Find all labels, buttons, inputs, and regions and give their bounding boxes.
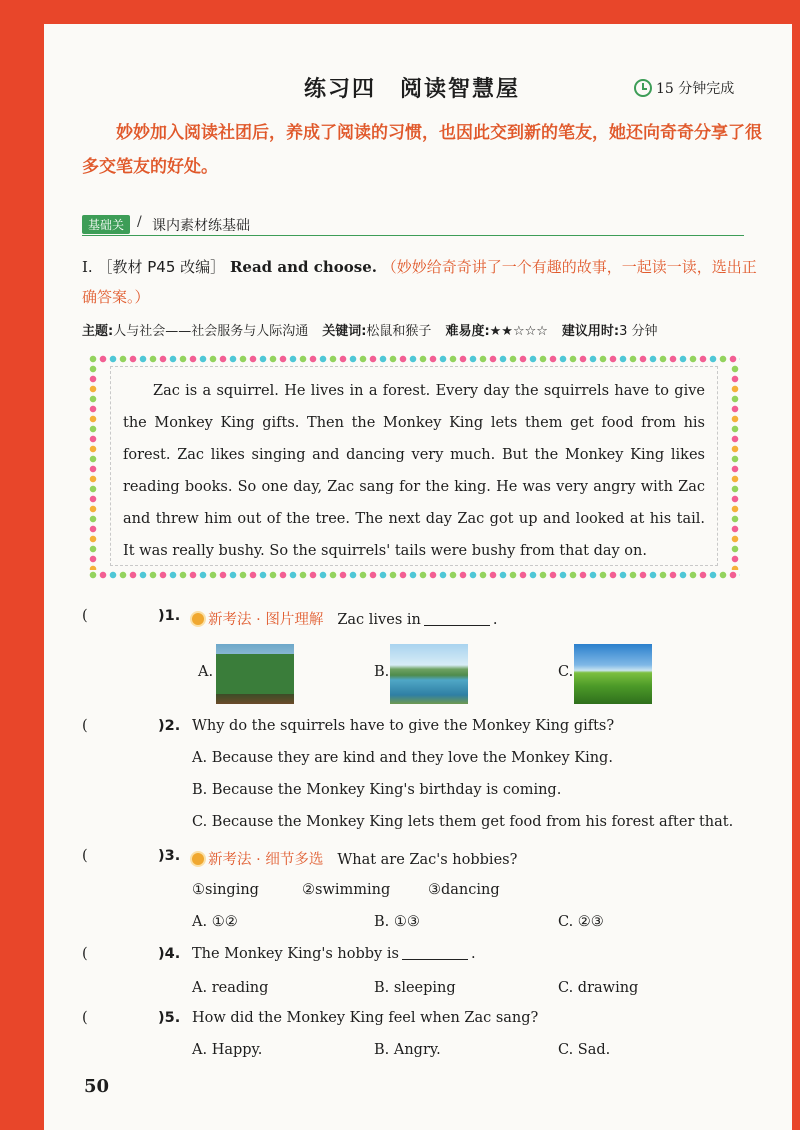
choice-2: ②swimming	[302, 882, 391, 898]
question-number: )5.	[158, 1010, 181, 1026]
choice-1: ①singing	[192, 882, 259, 898]
dot-border-top	[88, 354, 740, 364]
meta-time: 建议用时:3 分钟	[561, 324, 658, 339]
question-text: 新考法 · 细节多选 What are Zac's hobbies?	[192, 848, 517, 869]
dot-border-right	[730, 364, 740, 570]
question-number: )2.	[158, 718, 181, 734]
source-ref: ［教材 P45 改编］	[97, 258, 226, 276]
question-number: )4.	[158, 946, 181, 962]
question-1	[82, 608, 762, 708]
question-3	[82, 848, 762, 938]
option-b[interactable]: B. ①③	[374, 914, 420, 930]
instruction-note: （妙妙给奇奇讲了一个有趣的故事，一起读一读，选出正确答案。）	[82, 258, 757, 306]
lightbulb-icon	[192, 613, 204, 625]
story-text: Zac is a squirrel. He lives in a forest. Every day the squirrels have to give the Monkey King gifts. Then the Monkey King lets them get food from his forest. Zac likes singing and dancing very much. But the Monkey King likes reading books. So one day, Zac sang for the king. He was very angry with Zac and threw him out of the tree. The next day Zac got up and looked at his tail. It was really bushy. So the squirrels' tails were bushy from that day on.	[123, 383, 705, 559]
timer	[634, 78, 734, 98]
question-text: Why do the squirrels have to give the Monkey King gifts?	[192, 718, 615, 734]
story-frame	[110, 366, 718, 566]
title-row	[44, 72, 800, 112]
worksheet-page	[44, 24, 800, 1130]
section-bar	[82, 212, 744, 236]
option-c[interactable]: C. ②③	[558, 914, 604, 930]
question-5	[82, 1010, 762, 1068]
option-c[interactable]: C. drawing	[558, 980, 639, 996]
page-title: 练习四 阅读智慧屋	[304, 77, 521, 102]
option-b-label[interactable]: B.	[374, 664, 390, 680]
answer-paren-open: (	[82, 1010, 88, 1026]
option-b[interactable]: B. sleeping	[374, 980, 456, 996]
page-number: 50	[84, 1076, 110, 1097]
answer-paren-open: (	[82, 946, 88, 962]
forest-image	[216, 644, 294, 704]
option-a-label[interactable]: A.	[198, 664, 214, 680]
dot-border-bottom	[88, 570, 740, 580]
badge-divider: /	[137, 214, 142, 230]
question-tag: 新考法 · 图片理解	[192, 612, 323, 628]
lightbulb-icon	[192, 853, 204, 865]
intro-text: 妙妙加入阅读社团后，养成了阅读的习惯，也因此交到新的笔友，她还向奇奇分享了很多交笔友的好处。	[82, 123, 762, 177]
question-number: )3.	[158, 848, 181, 864]
option-c[interactable]: C. Because the Monkey King lets them get food from his forest after that.	[192, 814, 734, 830]
river-image	[390, 644, 468, 704]
choice-3: ③dancing	[428, 882, 500, 898]
meta-theme: 主题:人与社会——社会服务与人际沟通	[82, 324, 309, 339]
question-text: How did the Monkey King feel when Zac sang?	[192, 1010, 539, 1026]
option-b[interactable]: B. Angry.	[374, 1042, 441, 1058]
option-b[interactable]: B. Because the Monkey King's birthday is coming.	[192, 782, 562, 798]
meta-row	[82, 320, 744, 339]
option-a[interactable]: A. Happy.	[192, 1042, 263, 1058]
answer-paren-open: (	[82, 718, 88, 734]
answer-paren-open: (	[82, 608, 88, 624]
option-a[interactable]: A. reading	[192, 980, 269, 996]
option-a[interactable]: A. ①②	[192, 914, 238, 930]
question-text: 新考法 · 图片理解 Zac lives in .	[192, 608, 497, 629]
section-badge: 基础关	[82, 215, 130, 234]
question-4	[82, 946, 762, 1004]
instruction: Read and choose.	[229, 258, 377, 276]
page-edge	[792, 24, 800, 1130]
question-tag: 新考法 · 细节多选	[192, 852, 323, 868]
meta-keyword: 关键词:松鼠和猴子	[322, 324, 432, 339]
option-c-label[interactable]: C.	[558, 664, 574, 680]
option-c[interactable]: C. Sad.	[558, 1042, 611, 1058]
dot-border-left	[88, 364, 98, 570]
option-a[interactable]: A. Because they are kind and they love the Monkey King.	[192, 750, 613, 766]
question-2	[82, 718, 762, 838]
answer-paren-open: (	[82, 848, 88, 864]
fill-blank[interactable]	[424, 612, 490, 626]
fill-blank[interactable]	[402, 946, 468, 960]
grassland-image	[574, 644, 652, 704]
section-title: 课内素材练基础	[152, 218, 250, 234]
story-box	[88, 354, 740, 580]
question-number: )1.	[158, 608, 181, 624]
roman-numeral: Ⅰ.	[82, 258, 93, 276]
alarm-clock-icon	[634, 79, 652, 97]
meta-difficulty: 难易度:★★☆☆☆	[445, 324, 548, 339]
question-heading	[82, 252, 762, 312]
question-text: The Monkey King's hobby is .	[192, 946, 476, 962]
timer-label: 15 分钟完成	[656, 81, 735, 97]
